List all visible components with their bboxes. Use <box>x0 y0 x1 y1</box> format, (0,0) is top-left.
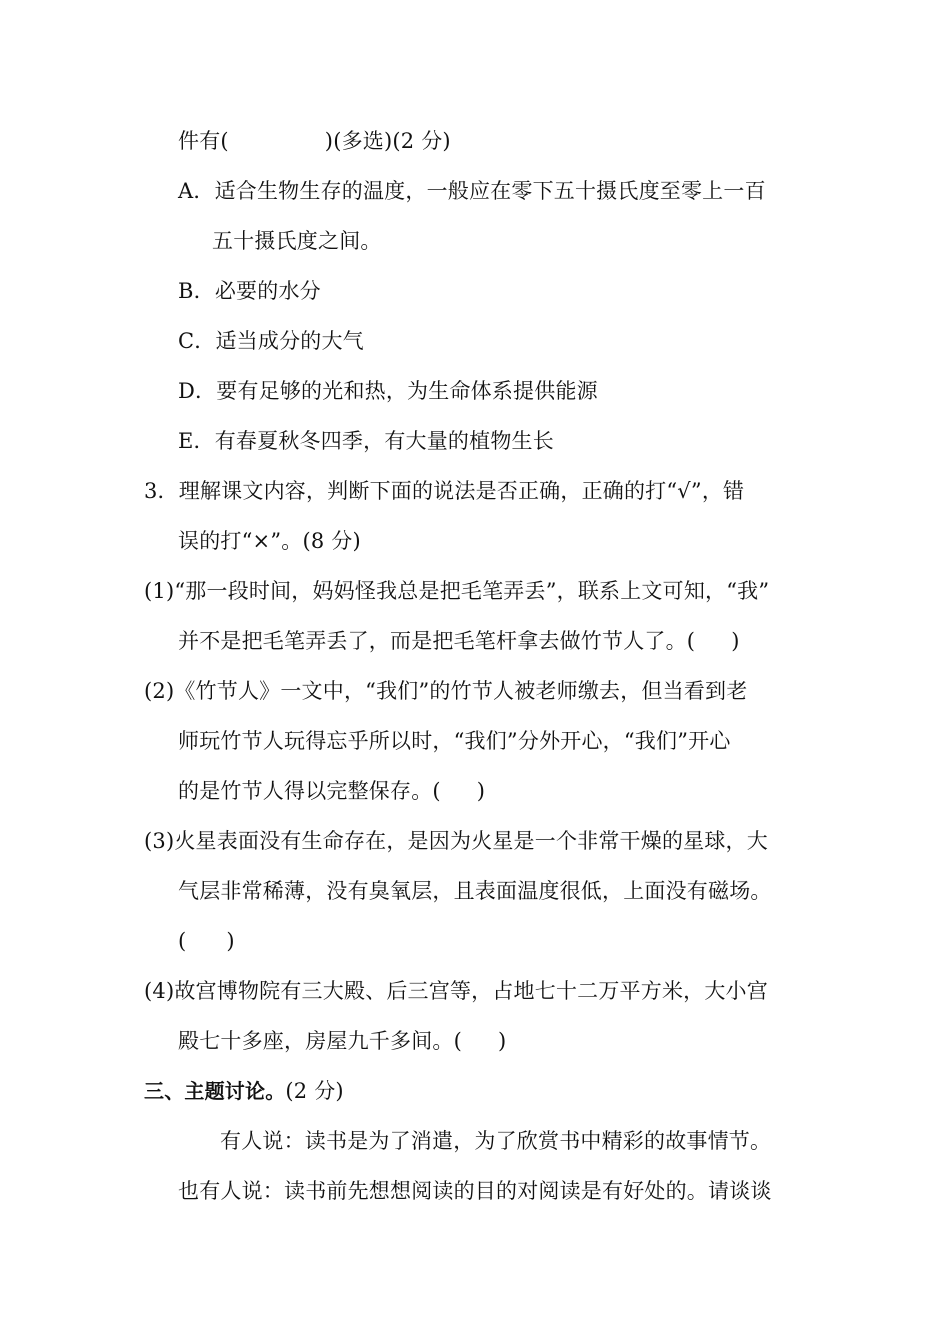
section-3-paragraph-line1 <box>220 1127 771 1155</box>
q3-item-4-line1 <box>144 977 768 1005</box>
option-text: 有春夏秋冬四季，有大量的植物生长 <box>214 429 554 453</box>
question-number: 3． <box>144 479 179 503</box>
q2-option-a-continuation <box>212 227 382 255</box>
q3-item-1-line2 <box>178 627 740 655</box>
q3-item-2-line3 <box>178 777 485 805</box>
item-label: (2) <box>144 679 175 703</box>
option-key: C． <box>178 329 216 353</box>
q2-stem-tail: )(多选)(2 分) <box>324 129 451 153</box>
option-key: D． <box>178 379 217 403</box>
item-text: 殿七十多座，房屋九千多间。( <box>178 1029 462 1053</box>
option-text: 必要的水分 <box>214 279 321 303</box>
item-text: 的是竹节人得以完整保存。( <box>178 779 441 803</box>
item-text: 《竹节人》一文中，“我们”的竹节人被老师缴去，但当看到老 <box>174 679 748 703</box>
q2-option-c <box>178 327 364 355</box>
paragraph-text: 也有人说：读书前先想想阅读的目的对阅读是有好处的。请谈谈 <box>178 1179 772 1203</box>
item-bracket-close: ) <box>731 629 740 653</box>
q2-stem-continuation <box>178 127 451 155</box>
item-bracket-close: ) <box>476 779 486 803</box>
option-key: E． <box>178 429 215 453</box>
section-heading: 三、主题讨论。 <box>144 1079 286 1103</box>
item-text: “那一段时间，妈妈怪我总是把毛笔弄丢”，联系上文可知，“我” <box>174 579 770 603</box>
q3-stem-line1 <box>144 477 744 505</box>
q3-item-3-line3 <box>178 927 235 955</box>
q3-item-2-line2 <box>178 727 731 755</box>
section-3-paragraph-line2 <box>178 1177 772 1205</box>
section-3-heading <box>144 1077 344 1105</box>
q3-item-3-line2 <box>178 877 772 905</box>
option-text: 要有足够的光和热，为生命体系提供能源 <box>216 379 598 403</box>
item-text: 并不是把毛笔弄丢了，而是把毛笔杆拿去做竹节人了。( <box>178 629 696 653</box>
q2-option-e <box>178 427 554 455</box>
option-text: 适合生物生存的温度，一般应在零下五十摄氏度至零上一百 <box>214 179 766 203</box>
q3-stem-line2 <box>178 527 361 555</box>
item-label: (4) <box>144 979 175 1003</box>
item-label: (1) <box>144 579 175 603</box>
q3-item-4-line2 <box>178 1027 506 1055</box>
section-points: (2 分) <box>285 1079 344 1103</box>
q3-stem-text: 理解课文内容，判断下面的说法是否正确，正确的打“√”，错 <box>178 479 745 503</box>
item-text: 气层非常稀薄，没有臭氧层，且表面温度很低，上面没有磁场。 <box>178 879 772 903</box>
item-text: 故宫博物院有三大殿、后三宫等，占地七十二万平方米，大小宫 <box>174 979 768 1003</box>
item-bracket-close: ) <box>498 1029 507 1053</box>
option-key: B． <box>178 279 215 303</box>
q2-stem-text: 件有( <box>178 129 229 153</box>
q2-option-b <box>178 277 321 305</box>
option-key: A． <box>178 179 215 203</box>
option-text: 适当成分的大气 <box>215 329 364 353</box>
item-text: 师玩竹节人玩得忘乎所以时，“我们”分外开心，“我们”开心 <box>178 729 731 753</box>
item-label: (3) <box>144 829 175 853</box>
paragraph-text: 有人说：读书是为了消遣，为了欣赏书中精彩的故事情节。 <box>220 1129 772 1153</box>
item-text: 火星表面没有生命存在，是因为火星是一个非常干燥的星球，大 <box>174 829 768 853</box>
q3-item-2-line1 <box>144 677 747 705</box>
item-text: ( <box>178 929 187 953</box>
q3-item-3-line1 <box>144 827 768 855</box>
q2-option-d <box>178 377 598 405</box>
q2-option-a <box>178 177 766 205</box>
item-bracket-close: ) <box>226 929 235 953</box>
option-text: 五十摄氏度之间。 <box>212 229 382 253</box>
q3-stem-text: 误的打“×”。(8 分) <box>178 529 361 553</box>
q3-item-1-line1 <box>144 577 769 605</box>
